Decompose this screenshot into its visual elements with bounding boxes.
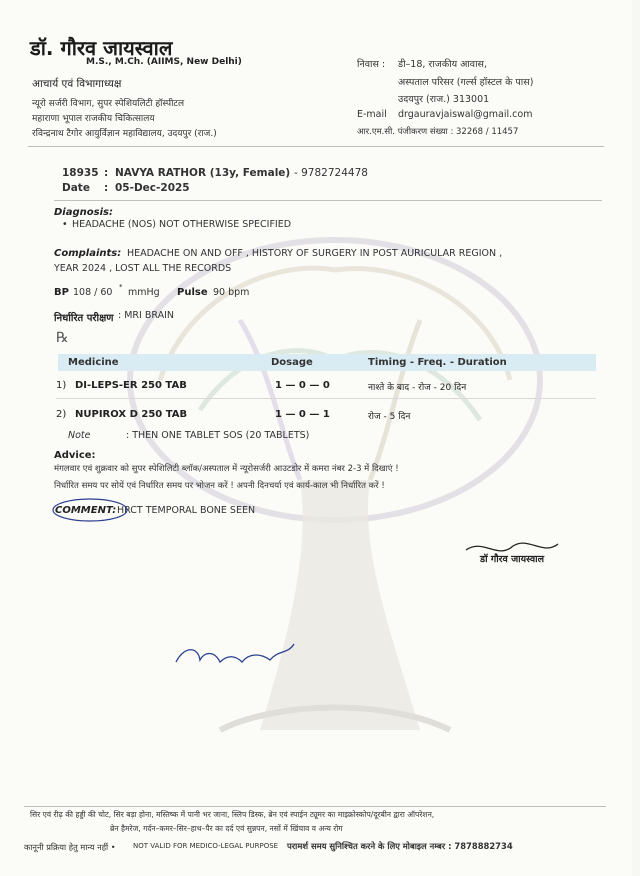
row-1-number: 1) <box>56 380 67 391</box>
pulse-value: 90 bpm <box>213 287 250 298</box>
patient-divider <box>54 200 602 201</box>
investigation-label: निर्धारित परीक्षण <box>54 313 114 324</box>
header-divider <box>28 146 604 147</box>
complaints-label: Complaints: <box>54 248 122 259</box>
investigation-value: : MRI BRAIN <box>118 310 174 321</box>
patient-id: 18935 <box>62 167 99 179</box>
footer-services-line-1: सिर एवं रीढ़ की हड्डी की चोट, सिर बड़ा होना, मस्तिष्क में पानी भर जाना, स्लिप डिस्क, ब्रेन एवं स्पाईन ट्यूमर का माइक्रोस्कोप/दूरबीन द्वारा ऑपरेशन, <box>30 810 435 819</box>
affiliation-line-2: महाराणा भूपाल राजकीय चिकित्सालय <box>32 114 155 124</box>
footer-appointment: परामर्श समय सुनिश्चित करने के लिए मोबाइल नम्बर : 7878882734 <box>287 841 513 851</box>
diagnosis-item: HEADACHE (NOS) NOT OTHERWISE SPECIFIED <box>72 219 292 230</box>
doctor-degrees: M.S., M.Ch. (AIIMS, New Delhi) <box>86 57 242 67</box>
bp-value: 108 / 60 <box>73 287 113 298</box>
date-label: Date <box>62 182 90 194</box>
visit-date: 05-Dec-2025 <box>115 182 190 194</box>
footer-not-valid: NOT VALID FOR MEDICO-LEGAL PURPOSE <box>133 842 279 850</box>
date-separator: : <box>104 182 109 194</box>
handwritten-initials <box>170 636 300 676</box>
footer-legal-hindi: कानूनी प्रक्रिया हेतु मान्य नहीं • <box>24 842 116 852</box>
complaints-line-2: YEAR 2024 , LOST ALL THE RECORDS <box>54 263 232 274</box>
footer-services-line-2: ब्रेन हैमरेज, गर्दन–कमर–सिर–हाथ–पैर का दर्द एवं सुन्नपन, नसों में खिंचाव व अन्य रोग <box>110 824 343 833</box>
address-label: निवास : <box>357 59 386 70</box>
email-address: drgauravjaiswal@gmail.com <box>398 109 533 120</box>
patient-id-separator: : <box>104 167 109 179</box>
doctor-name: डॉ. गौरव जायस्वाल <box>30 36 173 60</box>
row-divider <box>56 398 596 399</box>
row-2-medicine: NUPIROX D 250 TAB <box>75 409 188 420</box>
advice-line-2: निर्धारित समय पर सोयें एवं निर्धारित समय पर भोजन करें ! अपनी दिनचर्या एवं कार्य-काल भी निर्धारित करें ! <box>54 481 385 491</box>
bp-label: BP <box>54 287 69 298</box>
comment-ink-circle <box>50 496 130 524</box>
address-line-2: अस्पताल परिसर (गर्ल्स हॉस्टल के पास) <box>398 77 534 88</box>
address-line-1: डी–18, राजकीय आवास, <box>398 59 487 70</box>
row-2-number: 2) <box>56 409 67 420</box>
diagnosis-bullet: • <box>62 219 68 230</box>
note-label: Note <box>68 430 91 441</box>
email-label: E-mail <box>357 109 387 120</box>
row-2-timing: रोज - 5 दिन <box>368 412 411 422</box>
signature-stamp: डॉ गौरव जायस्वाल <box>480 554 545 565</box>
comment-text: HRCT TEMPORAL BONE SEEN <box>117 505 256 516</box>
complaints-line-1: HEADACHE ON AND OFF , HISTORY OF SURGERY IN POST AURICULAR REGION , <box>127 248 503 259</box>
row-1-dosage: 1 — 0 — 0 <box>275 380 330 391</box>
header-dosage: Dosage <box>271 357 313 368</box>
bp-unit: mmHg <box>128 287 160 298</box>
advice-label: Advice: <box>54 450 96 461</box>
comment-label: COMMENT: <box>55 505 117 516</box>
row-2-dosage: 1 — 0 — 1 <box>275 409 330 420</box>
header-medicine: Medicine <box>68 357 119 368</box>
row-1-medicine: DI-LEPS-ER 250 TAB <box>75 380 187 391</box>
affiliation-line-1: न्यूरो सर्जरी विभाग, सुपर स्पेशियलिटी हॉस्पीटल <box>32 99 185 109</box>
note-text: : THEN ONE TABLET SOS (20 TABLETS) <box>126 430 310 441</box>
patient-phone: - 9782724478 <box>294 167 368 179</box>
row-1-timing: नाश्ते के बाद - रोज - 20 दिन <box>368 383 467 393</box>
patient-name: NAVYA RATHOR (13y, Female) <box>115 167 291 179</box>
bp-superscript: * <box>119 283 123 291</box>
address-line-3: उदयपुर (राज.) 313001 <box>398 94 490 105</box>
rx-icon: ℞ <box>56 330 69 346</box>
advice-line-1: मंगलवार एवं शुक्रवार को सुपर स्पेशिलिटी ब्लॉक/अस्पताल में न्यूरोसर्जरी आउटडोर में कमरा नंबर 2-3 में दिखाएं ! <box>54 464 399 474</box>
diagnosis-label: Diagnosis: <box>54 207 113 218</box>
header-timing: Timing - Freq. - Duration <box>368 357 507 368</box>
affiliation-title: आचार्य एवं विभागाध्यक्ष <box>32 78 122 90</box>
medicine-table-header <box>58 354 596 371</box>
footer-divider <box>24 806 606 807</box>
affiliation-line-3: रविन्द्रनाथ टैगोर आयुर्विज्ञान महाविद्यालय, उदयपुर (राज.) <box>32 129 217 139</box>
registration-number: आर.एम.सी. पंजीकरण संख्या : 32268 / 11457 <box>357 127 519 137</box>
pulse-label: Pulse <box>177 287 208 298</box>
